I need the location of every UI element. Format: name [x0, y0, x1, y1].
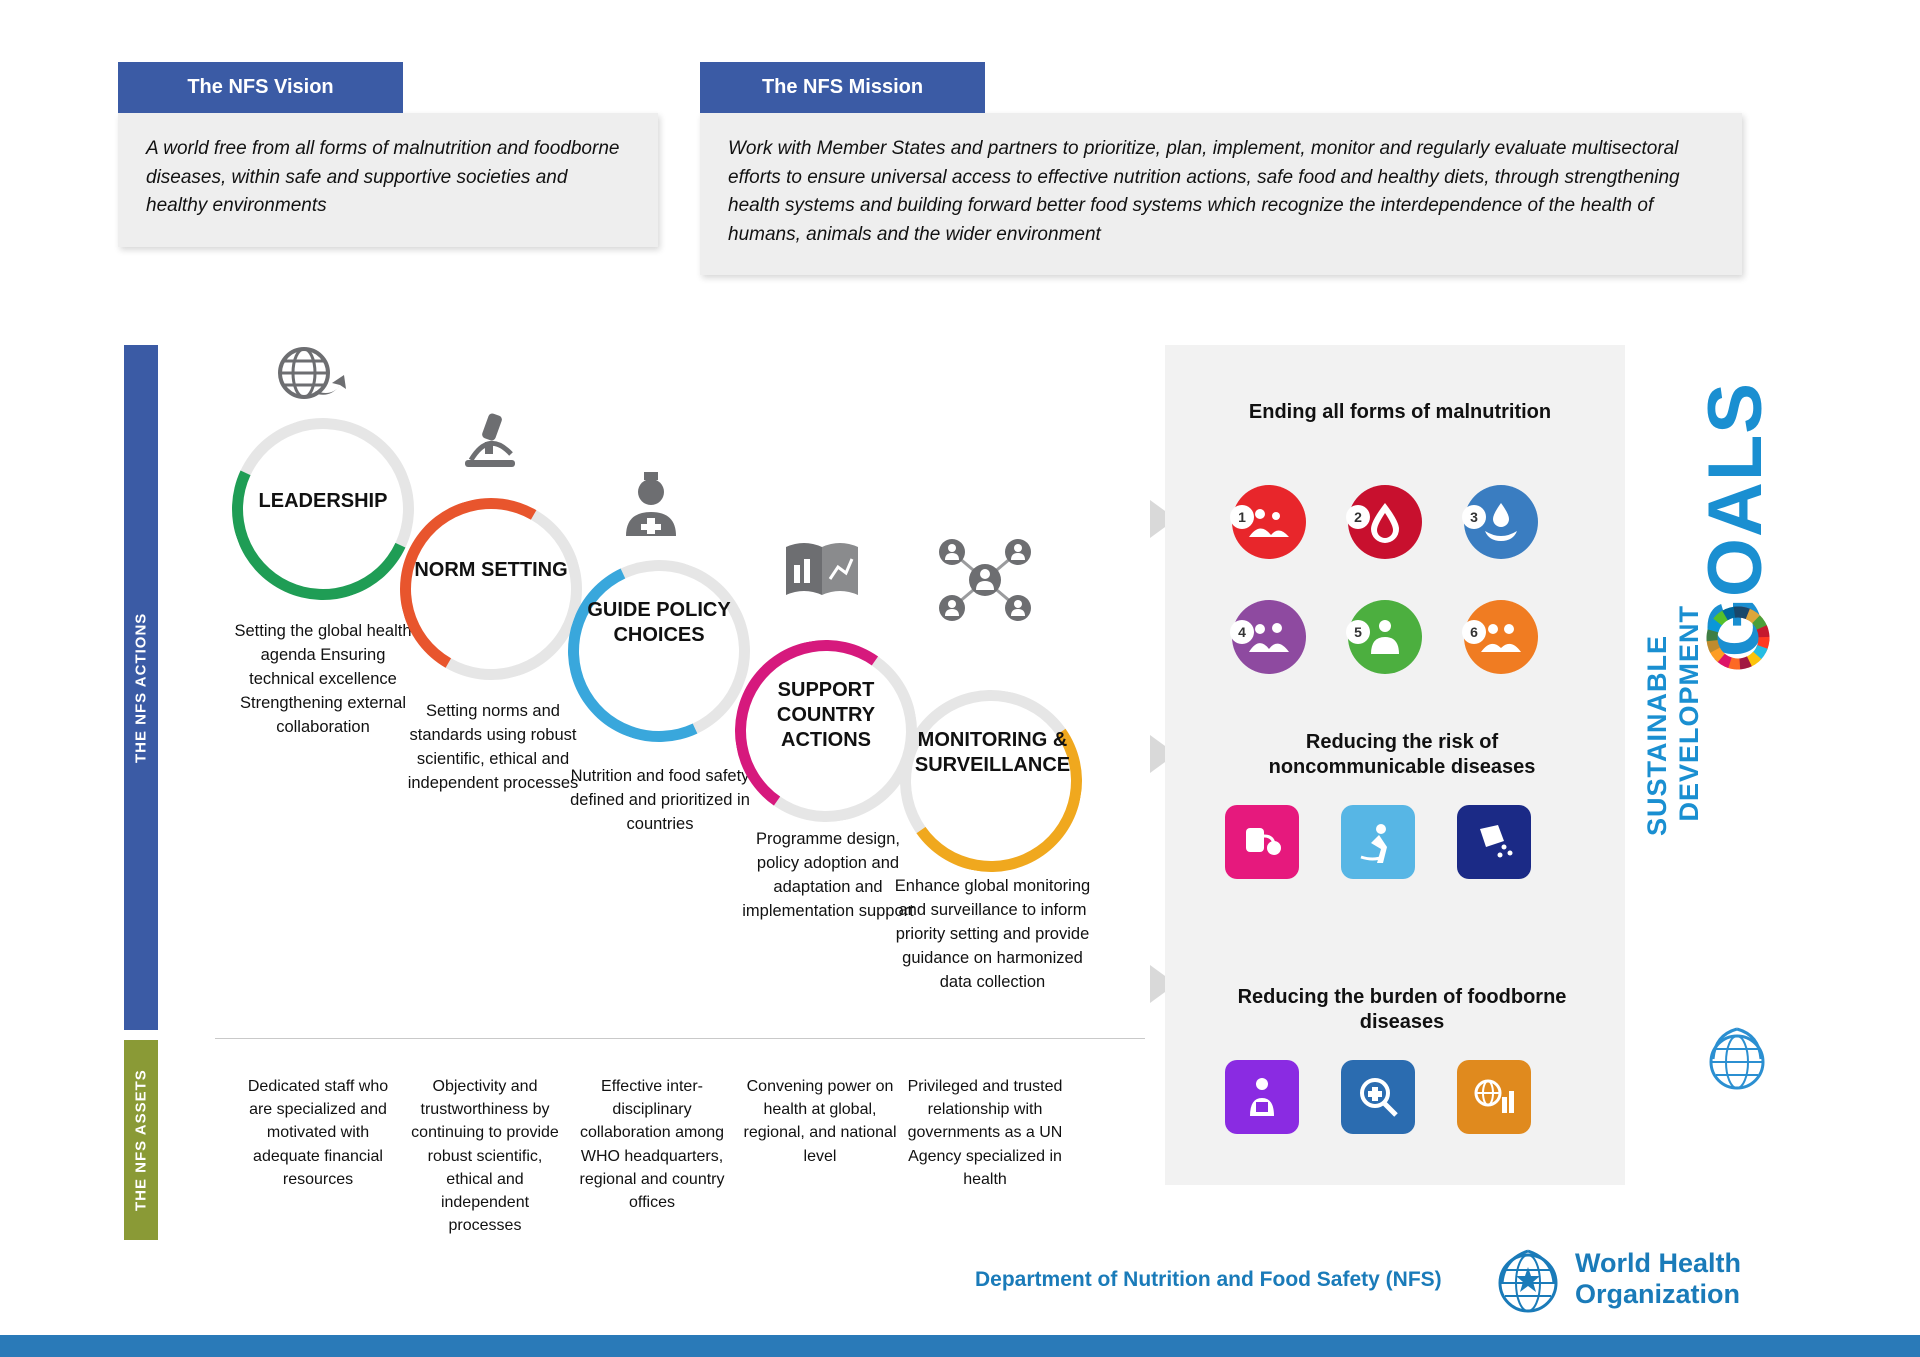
outcome-badge-number-3: 3: [1462, 505, 1486, 529]
who-name-line2: Organization: [1575, 1279, 1741, 1310]
outcome-badge-number-6: 6: [1462, 620, 1486, 644]
network-people-icon: [930, 528, 1040, 633]
un-emblem-icon: [1700, 1025, 1774, 1104]
outcome-icon-salt-reduction: [1457, 805, 1531, 879]
outcome-icon-stunting: [1232, 485, 1306, 559]
microscope-icon: [455, 408, 525, 479]
mission-body-text: Work with Member States and partners to prioritize, plan, implement, monitor and regularly evaluate multisectoral efforts to ensure universal access to effective nutrition actions, safe food and healthy diets, through strengthening health systems and building forward better food systems which recognize the interdependence of the health of humans, animals and the wider environment: [700, 113, 1742, 275]
outcome-icon-child-feeding: [1348, 600, 1422, 674]
report-chart-icon: [782, 535, 862, 610]
mission-card: [700, 62, 1742, 275]
action-blurb-guide-policy-choices: Nutrition and food safety defined and prioritized in countries: [570, 767, 750, 833]
outcome-icon-wasting: [1232, 600, 1306, 674]
action-blurb-norm-setting: Setting norms and standards using robust scientific, ethical and independent processes: [407, 702, 579, 792]
outcome-heading-malnutrition: Ending all forms of malnutrition: [1248, 401, 1552, 423]
outcome-badge-number-1: 1: [1230, 505, 1254, 529]
action-title-leadership: LEADERSHIP: [258, 490, 388, 512]
vision-body-text: A world free from all forms of malnutrition and foodborne diseases, within safe and supportive societies and healthy environments: [118, 113, 658, 247]
outcome-icon-physical-activity: [1341, 805, 1415, 879]
globe-arrow-icon: [272, 345, 352, 416]
footer-department-label: Department of Nutrition and Food Safety (NFS): [975, 1268, 1442, 1291]
outcome-icon-food-inspection: [1341, 1060, 1415, 1134]
nfs-assets-bar: THE NFS ASSETS: [124, 1040, 158, 1240]
mission-tab-label: The NFS Mission: [700, 62, 985, 113]
action-title-monitoring-surveillance: MONITORING & SURVEILLANCE: [914, 729, 1071, 776]
action-blurb-leadership: Setting the global health agenda Ensuring technical excellence Strengthening external collaboration: [234, 622, 412, 736]
sdg-color-wheel-icon: [1702, 602, 1774, 679]
action-title-norm-setting: NORM SETTING: [414, 559, 568, 581]
outcome-icon-global-food-trade: [1457, 1060, 1531, 1134]
outcome-heading-foodborne: Reducing the burden of foodborne diseases: [1237, 986, 1567, 1033]
who-logo-icon: [1490, 1245, 1566, 1326]
assets-divider: [215, 1038, 1145, 1039]
asset-item-4: Convening power on health at global, regional, and national level: [743, 1078, 897, 1165]
action-title-support-country-actions: SUPPORT COUNTRY ACTIONS: [776, 679, 876, 751]
outcome-icon-overweight: [1464, 600, 1538, 674]
outcome-icon-safe-food-handling: [1225, 1060, 1299, 1134]
sdg-line-development: DEVELOPMENT: [1674, 605, 1704, 822]
outcome-heading-ncds: Reducing the risk of noncommunicable diseases: [1268, 731, 1536, 778]
sdg-word-goals: GOALS: [1693, 382, 1778, 658]
outcome-icon-breastmilk-hand: [1464, 485, 1538, 559]
vision-tab-label: The NFS Vision: [118, 62, 403, 113]
health-worker-icon: [620, 470, 682, 543]
who-organization-name: [1575, 1248, 1741, 1310]
asset-item-2: Objectivity and trustworthiness by continuing to provide robust scientific, ethical and independent processes: [411, 1078, 559, 1235]
vision-card: [118, 62, 658, 247]
action-title-guide-policy-choices: GUIDE POLICY CHOICES: [587, 599, 731, 646]
outcome-icon-anaemia-blood-drop: [1348, 485, 1422, 559]
sdg-wordmark: [1640, 382, 1778, 1010]
outcome-badge-number-2: 2: [1346, 505, 1370, 529]
bottom-accent-bar: [0, 1335, 1920, 1357]
nfs-actions-bar: THE NFS ACTIONS: [124, 345, 158, 1030]
asset-item-5: Privileged and trusted relationship with governments as a UN Agency specialized in health: [907, 1078, 1063, 1188]
asset-item-1: Dedicated staff who are specialized and motivated with adequate financial resources: [247, 1078, 389, 1188]
outcome-icon-blood-pressure: [1225, 805, 1299, 879]
sdg-line-sustainable: SUSTAINABLE: [1642, 635, 1672, 837]
who-name-line1: World Health: [1575, 1248, 1742, 1278]
action-blurb-monitoring-surveillance: Enhance global monitoring and surveillance to inform priority setting and provide guidance on harmonized data collection: [894, 877, 1091, 991]
asset-item-3: Effective inter-disciplinary collaboration among WHO headquarters, regional and country offices: [579, 1078, 725, 1211]
action-blurb-support-country-actions: Programme design, policy adoption and adaptation and implementation support: [742, 830, 914, 920]
outcome-badge-number-5: 5: [1346, 620, 1370, 644]
outcome-badge-number-4: 4: [1230, 620, 1254, 644]
